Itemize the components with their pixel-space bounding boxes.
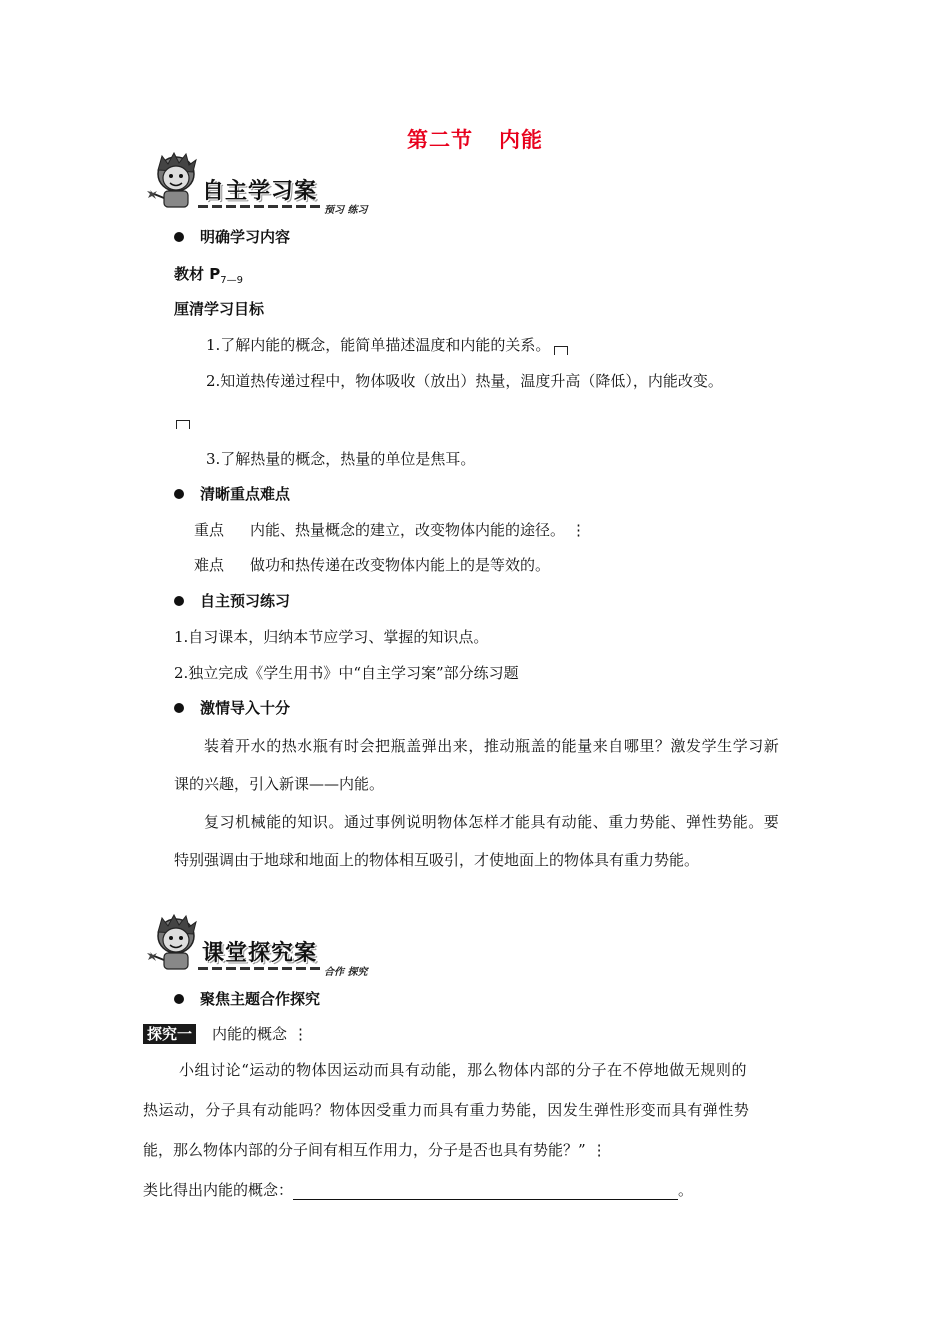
cartoon-boy-icon xyxy=(146,912,206,976)
banner-subtitle: 合作 探究 xyxy=(324,967,368,978)
title-section-number: 第二节 xyxy=(407,128,473,152)
cartoon-boy-icon xyxy=(146,150,206,214)
textbook-pages: 教材 $P_{7—9}$ xyxy=(174,265,243,286)
bullet-icon xyxy=(174,596,184,606)
bullet-icon xyxy=(174,232,184,242)
text-cursor-icon xyxy=(554,346,568,355)
preview-item-2: 2.独立完成《学生用书》中“自主学习案”部分练习题 xyxy=(174,664,519,682)
fill-label: 类比得出内能的概念： xyxy=(143,1181,294,1199)
difficulty-text: 做功和热传递在改变物体内能上的是等效的。 xyxy=(250,556,551,574)
text-cursor-icon xyxy=(176,420,190,429)
bullet-icon xyxy=(174,703,184,713)
goal-2: 2.知道热传递过程中，物体吸收（放出）热量，温度升高（降低），内能改变。 xyxy=(206,372,723,390)
explore-topic: 内能的概念 xyxy=(212,1025,288,1043)
preview-item-1: 1.自习课本，归纳本节应学习、掌握的知识点。 xyxy=(174,628,489,646)
explore-one-row: 探究一 内能的概念 ⋮ xyxy=(143,1024,308,1044)
banner-subtitle: 预习 练习 xyxy=(324,205,368,216)
self-study-banner xyxy=(140,150,380,214)
heading-explore: 聚焦主题合作探究 xyxy=(174,989,320,1009)
bullet-icon xyxy=(174,489,184,499)
banner-title: 自主学习案 xyxy=(202,179,318,204)
key-point-row: 重点 内能、热量概念的建立，改变物体内能的途径。 ⋮ xyxy=(194,521,587,539)
concept-answer-blank[interactable] xyxy=(293,1183,678,1200)
concept-fill-row: 类比得出内能的概念： 。 xyxy=(143,1181,694,1199)
intro-paragraph-2: 复习机械能的知识。通过事例说明物体怎样才能具有动能、重力势能、弹性势能。要 特别强调由于地球和地面上的物体相互吸引，才使地面上的物体具有重力势能。 xyxy=(174,813,780,869)
heading-intro: 激情导入十分 xyxy=(174,698,290,718)
title-topic: 内能 xyxy=(499,128,543,152)
goal-1: 1.了解内能的概念，能简单描述温度和内能的关系。 xyxy=(206,335,568,355)
discussion-paragraph: 小组讨论“运动的物体因运动而具有动能，那么物体内部的分子在不停地做无规则的 热运动，分子具有动能吗？物体因受重力而具有重力势能，因发生弹性形变而具有弹性势 能，那么物体内部的分子间有相互作用力，分子是否也具有势能？” ⋮ xyxy=(143,1061,750,1159)
intro-paragraph-1: 装着开水的热水瓶有时会把瓶盖弹出来，推动瓶盖的能量来自哪里？激发学生学习新 课的兴趣，引入新课——内能。 xyxy=(174,737,780,793)
explore-tag: 探究一 xyxy=(143,1024,196,1044)
heading-goals: 厘清学习目标 xyxy=(174,300,265,318)
goal-3: 3.了解热量的概念，热量的单位是焦耳。 xyxy=(206,450,476,468)
key-text: 内能、热量概念的建立，改变物体内能的途径。 xyxy=(250,521,566,539)
key-label: 重点 xyxy=(194,521,225,539)
heading-study-content: 明确学习内容 xyxy=(174,227,290,247)
bullet-icon xyxy=(174,994,184,1004)
classroom-explore-banner xyxy=(140,912,380,976)
difficulty-label: 难点 xyxy=(194,556,225,574)
heading-preview-practice: 自主预习练习 xyxy=(174,591,290,611)
banner-title: 课堂探究案 xyxy=(202,941,318,966)
banner-divider xyxy=(198,967,322,970)
difficulty-row xyxy=(194,555,550,575)
heading-key-points: 清晰重点难点 xyxy=(174,484,290,504)
banner-divider xyxy=(198,205,322,208)
